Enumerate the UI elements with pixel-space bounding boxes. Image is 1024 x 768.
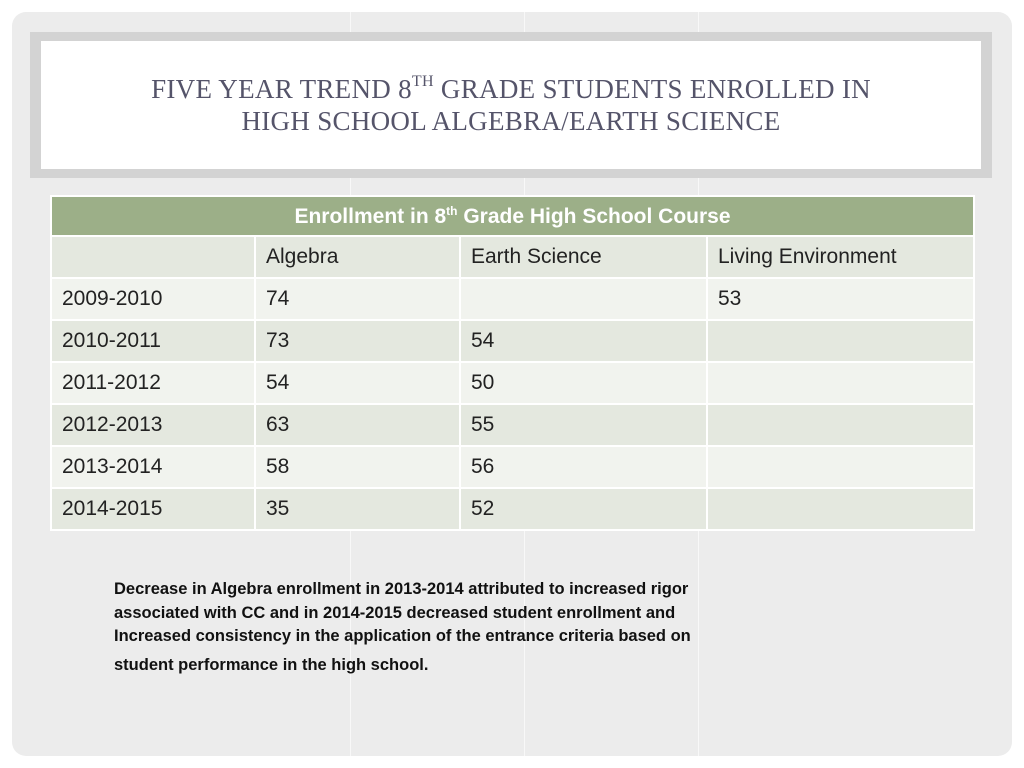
table-cell: 2009-2010: [51, 278, 255, 320]
table-cell: 53: [707, 278, 974, 320]
table-cell: 2012-2013: [51, 404, 255, 446]
table-cell: [707, 320, 974, 362]
column-header: Earth Science: [460, 236, 707, 278]
table-header-row: [51, 196, 974, 236]
table-cell: 2011-2012: [51, 362, 255, 404]
table-title: [51, 196, 974, 236]
table-row: [51, 488, 974, 530]
table-row: [51, 446, 974, 488]
title-line-1: [151, 73, 871, 105]
table-cell: 73: [255, 320, 460, 362]
table-cell: 52: [460, 488, 707, 530]
table-row: [51, 362, 974, 404]
table-row: [51, 278, 974, 320]
table-row: [51, 320, 974, 362]
table-cell: 35: [255, 488, 460, 530]
note-line: Decrease in Algebra enrollment in 2013-2014 attributed to increased rigor: [114, 580, 689, 598]
table-title-text: Grade High School Course: [457, 204, 731, 228]
column-header: Living Environment: [707, 236, 974, 278]
table-title-text: Enrollment in 8: [294, 204, 447, 228]
table-cell: [707, 362, 974, 404]
table-cell: 56: [460, 446, 707, 488]
table-cell: [460, 278, 707, 320]
table-cell: 2013-2014: [51, 446, 255, 488]
note-line: associated with CC and in 2014-2015 decreased student enrollment and: [114, 603, 676, 622]
column-header: [51, 236, 255, 278]
title-text: FIVE YEAR TREND 8: [151, 74, 412, 104]
enrollment-table: [50, 195, 975, 531]
table-cell: 2010-2011: [51, 320, 255, 362]
slide-title: [41, 41, 981, 169]
note-line: student performance in the high school.: [114, 655, 429, 674]
table-cell: [707, 404, 974, 446]
table-cell: [707, 488, 974, 530]
note-line: Increased consistency in the application of the entrance criteria based on: [114, 627, 691, 645]
table-cell: [707, 446, 974, 488]
table-cell: 54: [460, 320, 707, 362]
table-cell: 2014-2015: [51, 488, 255, 530]
table-title-superscript: th: [446, 203, 458, 218]
title-line-2: HIGH SCHOOL ALGEBRA/EARTH SCIENCE: [241, 106, 781, 136]
table-cell: 55: [460, 404, 707, 446]
table-row: [51, 404, 974, 446]
table-cell: 74: [255, 278, 460, 320]
table-cell: 54: [255, 362, 460, 404]
column-header: Algebra: [255, 236, 460, 278]
table-cell: 63: [255, 404, 460, 446]
title-superscript: TH: [411, 73, 434, 90]
explanatory-note: [114, 578, 854, 677]
table-cell: 58: [255, 446, 460, 488]
table-cell: 50: [460, 362, 707, 404]
title-text: GRADE STUDENTS ENROLLED IN: [433, 74, 871, 104]
column-header-row: [51, 236, 974, 278]
